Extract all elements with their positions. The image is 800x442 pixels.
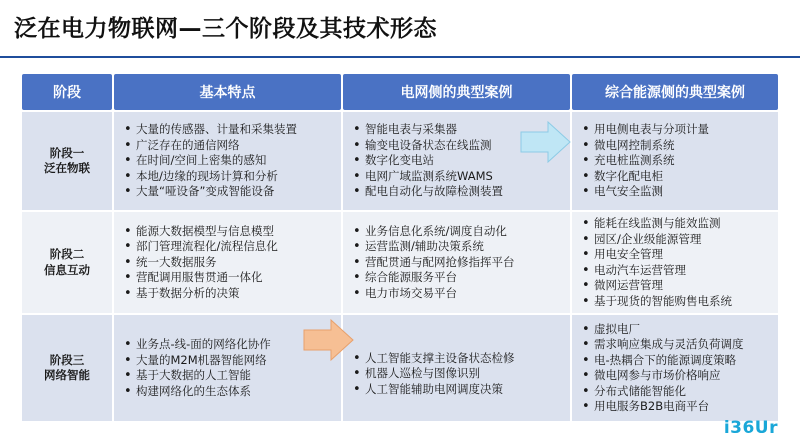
header-energy-cases: 综合能源侧的典型案例 <box>572 74 778 110</box>
list-item: • 充电桩监测系统 <box>594 153 772 169</box>
stage-name: 信息互动 <box>44 262 90 277</box>
orange-arrow-icon <box>303 318 355 362</box>
list-item: • 人工智能辅助电网调度决策 <box>365 382 564 398</box>
list-item: • 输变电设备状态在线监测 <box>365 138 564 154</box>
table-row <box>22 112 778 210</box>
list-item: • 园区/企业级能源管理 <box>594 232 772 248</box>
table-header-row <box>22 74 778 110</box>
list-item: • 用电安全管理 <box>594 247 772 263</box>
list-item: • 电网广域监测系统WAMS <box>365 169 564 185</box>
list-item: • 需求响应集成与灵活负荷调度 <box>594 337 772 353</box>
page-title: 泛在电力物联网—三个阶段及其技术形态 <box>14 16 437 42</box>
list-item: • 数字化变电站 <box>365 153 564 169</box>
list-item: • 广泛存在的通信网络 <box>136 138 335 154</box>
features-cell <box>114 112 341 210</box>
stage-cell <box>22 212 112 313</box>
grid-cases-cell <box>343 212 570 313</box>
stage-label: 阶段三 <box>49 352 85 367</box>
list-item: • 电气安全监测 <box>594 184 772 200</box>
header-grid-cases: 电网侧的典型案例 <box>343 74 570 110</box>
list-item: • 用电服务B2B电商平台 <box>594 399 772 415</box>
list-item: • 基于大数据的人工智能 <box>136 368 335 384</box>
list-item: • 综合能源服务平台 <box>365 270 564 286</box>
energy-cases-cell <box>572 315 778 421</box>
list-item: • 机器人巡检与图像识别 <box>365 366 564 382</box>
blue-arrow-icon <box>520 120 572 164</box>
table-row <box>22 315 778 421</box>
list-item: • 部门管理流程化/流程信息化 <box>136 239 335 255</box>
list-item: • 电动汽车运营管理 <box>594 263 772 279</box>
stage-cell <box>22 112 112 210</box>
list-item: • 构建网络化的生态体系 <box>136 384 335 400</box>
list-item: • 统一大数据服务 <box>136 255 335 271</box>
list-item: • 电-热耦合下的能源调度策略 <box>594 353 772 369</box>
grid-cases-cell <box>343 315 570 421</box>
list-item: • 大量的传感器、计量和采集装置 <box>136 122 335 138</box>
list-item: • 微电网参与市场价格响应 <box>594 368 772 384</box>
list-item: • 微网运营管理 <box>594 278 772 294</box>
list-item: • 业务信息化系统/调度自动化 <box>365 224 564 240</box>
table-row <box>22 212 778 313</box>
list-item: • 配电自动化与故障检测装置 <box>365 184 564 200</box>
title-divider <box>0 56 800 58</box>
list-item: • 营配贯通与配网抢修指挥平台 <box>365 255 564 271</box>
header-stage: 阶段 <box>22 74 112 110</box>
stage-cell <box>22 315 112 421</box>
stage-table <box>20 72 780 423</box>
list-item: • 在时间/空间上密集的感知 <box>136 153 335 169</box>
list-item: • 能耗在线监测与能效监测 <box>594 216 772 232</box>
list-item: • 分布式储能智能化 <box>594 384 772 400</box>
stage-name: 泛在物联 <box>44 161 90 175</box>
list-item: • 能源大数据模型与信息模型 <box>136 224 335 240</box>
list-item: • 大量“哑设备”变成智能设备 <box>136 184 335 200</box>
energy-cases-cell <box>572 112 778 210</box>
list-item: • 电力市场交易平台 <box>365 286 564 302</box>
list-item: • 微电网控制系统 <box>594 138 772 154</box>
list-item: • 数字化配电柜 <box>594 169 772 185</box>
list-item: • 本地/边缘的现场计算和分析 <box>136 169 335 185</box>
list-item: • 智能电表与采集器 <box>365 122 564 138</box>
list-item: • 基于现货的智能购售电系统 <box>594 294 772 310</box>
features-cell <box>114 212 341 313</box>
list-item: • 基于数据分析的决策 <box>136 286 335 302</box>
list-item: • 大量的M2M机器智能网络 <box>136 353 335 369</box>
list-item: • 用电侧电表与分项计量 <box>594 122 772 138</box>
brand-logo: i36Ur <box>723 418 778 438</box>
list-item: • 人工智能支撑主设备状态检修 <box>365 351 564 367</box>
header-features: 基本特点 <box>114 74 341 110</box>
list-item: • 运营监测/辅助决策系统 <box>365 239 564 255</box>
list-item: • 业务点-线-面的网络化协作 <box>136 337 335 353</box>
energy-cases-cell <box>572 212 778 313</box>
list-item: • 虚拟电厂 <box>594 322 772 338</box>
stage-label: 阶段二 <box>49 247 85 261</box>
stage-label: 阶段一 <box>49 145 85 160</box>
list-item: • 营配调用服售贯通一体化 <box>136 270 335 286</box>
stage-name: 网络智能 <box>44 368 90 382</box>
